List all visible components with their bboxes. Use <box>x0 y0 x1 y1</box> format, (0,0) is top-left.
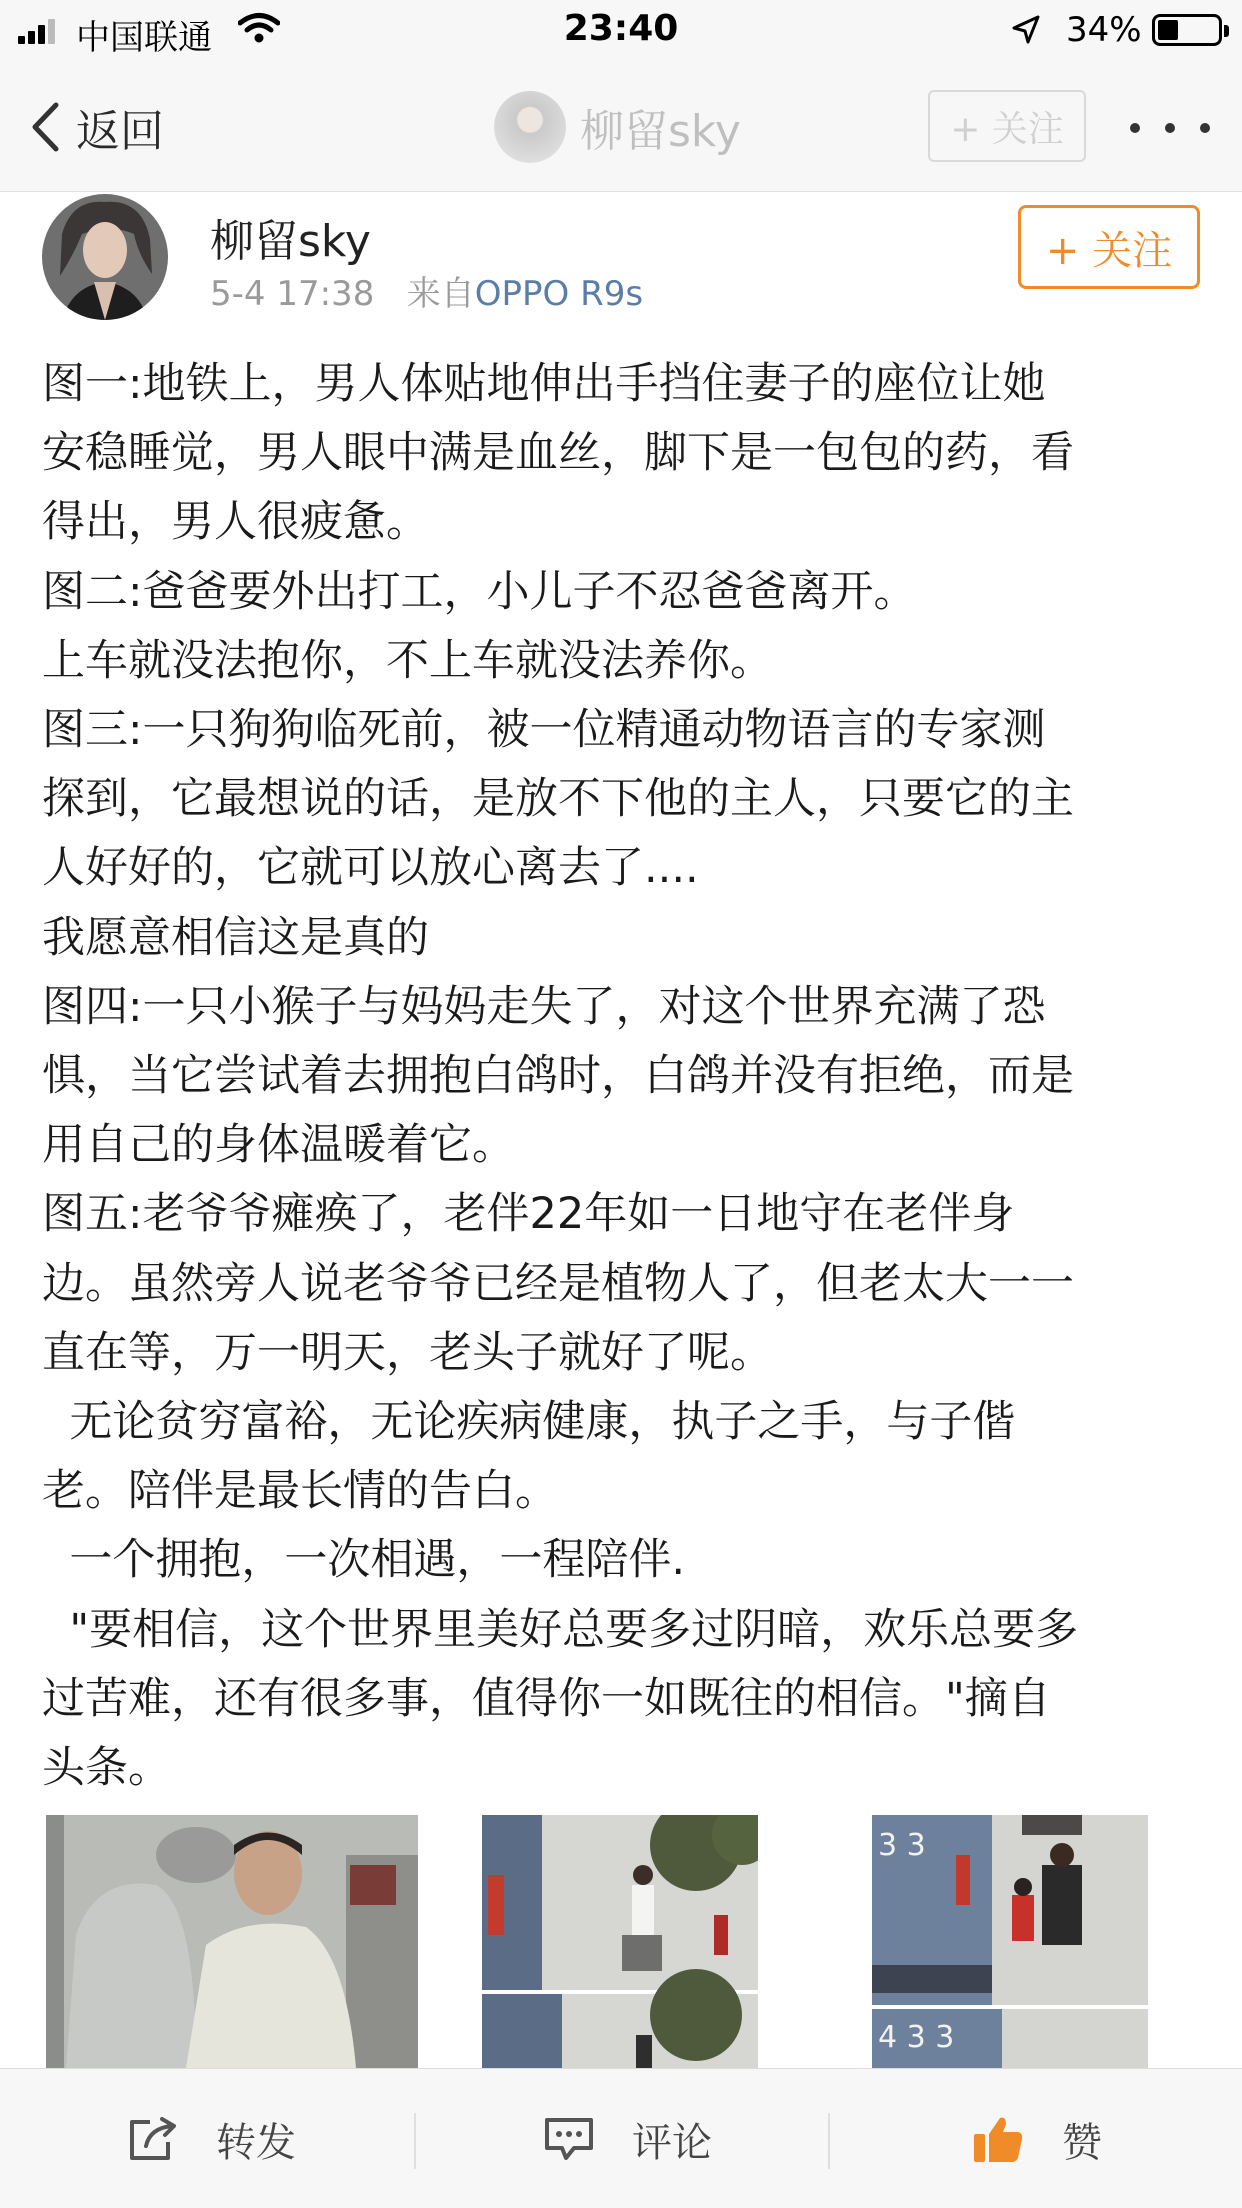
repost-label: 转发 <box>216 2119 296 2166</box>
bus-number-2: 4 3 3 <box>878 2020 955 2055</box>
post-device-link[interactable]: OPPO R9s <box>474 274 644 314</box>
post-line: 上车就没法抱你，不上车就没法养你。 <box>42 635 773 686</box>
clock: 23:40 <box>563 8 679 49</box>
post-line: 图三:一只狗狗临死前，被一位精通动物语言的专家测 <box>42 705 1046 756</box>
comment-label: 评论 <box>632 2119 712 2166</box>
thumbs-up-icon <box>972 2114 1024 2164</box>
nav-title: 柳留sky <box>580 106 741 157</box>
post-line: 图四:一只小猴子与妈妈走失了，对这个世界充满了恐 <box>42 981 1046 1032</box>
subway-couple-photo <box>46 1815 418 2068</box>
comment-button[interactable] <box>544 2069 712 2208</box>
nav-avatar <box>494 91 566 163</box>
follow-button[interactable]: + 关注 <box>1018 205 1200 289</box>
post-image-1[interactable] <box>46 1815 418 2068</box>
post-image-2[interactable] <box>482 1815 758 2068</box>
carrier-name: 中国联通 <box>76 18 212 58</box>
post-line: 图一:地铁上，男人体贴地伸出手挡住妻子的座位让她 <box>42 359 1046 409</box>
bottom-toolbar <box>0 2068 1242 2208</box>
post-line: 一个拥抱，一次相遇，一程陪伴. <box>42 1535 686 1586</box>
post-line: 边。虽然旁人说老爷爷已经是植物人了，但老太大一一 <box>42 1258 1074 1309</box>
post-line: 过苦难，还有很多事，值得你一如既往的相信。"摘自 <box>42 1673 1051 1724</box>
post-line: "要相信，这个世界里美好总要多过阴暗，欢乐总要多 <box>42 1604 1079 1655</box>
post-meta <box>210 266 643 315</box>
post-line: 图五:老爷爷瘫痪了，老伴22年如一日地守在老伴身 <box>42 1189 1015 1240</box>
toolbar-divider <box>414 2113 416 2169</box>
post-line: 得出，男人很疲惫。 <box>42 497 429 548</box>
back-label: 返回 <box>76 106 164 157</box>
battery-icon <box>1152 14 1222 46</box>
bus-number-1: 3 3 <box>878 1828 926 1863</box>
post-time: 5-4 17:38 <box>210 274 375 314</box>
post-line: 无论贫穷富裕，无论疾病健康，执子之手，与子偕 <box>42 1397 1016 1448</box>
nav-follow-button[interactable]: + 关注 <box>928 90 1086 162</box>
father-son-bus-photo <box>482 1815 758 2068</box>
grandma-child-bus-photo <box>872 1815 1148 2068</box>
post-line: 惧，当它尝试着去拥抱白鸽时，白鸽并没有拒绝，而是 <box>42 1051 1074 1102</box>
post-line: 我愿意相信这是真的 <box>42 912 429 963</box>
post-line: 头条。 <box>42 1743 171 1794</box>
avatar[interactable] <box>42 194 168 320</box>
nav-author[interactable] <box>494 90 741 164</box>
repost-button[interactable] <box>128 2069 296 2208</box>
post-line: 直在等，万一明天，老头子就好了呢。 <box>42 1327 773 1378</box>
toolbar-divider <box>828 2113 830 2169</box>
post-line: 探到，它最想说的话，是放不下他的主人，只要它的主 <box>42 774 1074 825</box>
like-label: 赞 <box>1062 2119 1102 2166</box>
post-line: 老。陪伴是最长情的告白。 <box>42 1466 558 1517</box>
comment-icon <box>544 2116 594 2162</box>
post-body <box>42 350 1212 1803</box>
post-image-3[interactable] <box>872 1815 1148 2068</box>
repost-icon <box>128 2116 178 2162</box>
chevron-left-icon <box>30 102 60 152</box>
back-button[interactable] <box>30 94 164 160</box>
battery-percent: 34% <box>1066 10 1142 50</box>
navigation-bar <box>0 62 1242 192</box>
post-line: 用自己的身体温暖着它。 <box>42 1120 515 1171</box>
author-name[interactable]: 柳留sky <box>210 216 371 267</box>
post-line: 图二:爸爸要外出打工，小儿子不忍爸爸离开。 <box>42 566 917 617</box>
post-source-prefix: 来自 <box>406 274 475 314</box>
post-line: 人好好的，它就可以放心离去了.... <box>42 843 699 894</box>
more-dots-icon[interactable] <box>1130 118 1210 138</box>
location-arrow-icon <box>1010 14 1042 46</box>
status-bar <box>0 0 1242 62</box>
post-line: 安稳睡觉，男人眼中满是血丝，脚下是一包包的药，看 <box>42 428 1074 479</box>
like-button[interactable] <box>972 2069 1102 2208</box>
